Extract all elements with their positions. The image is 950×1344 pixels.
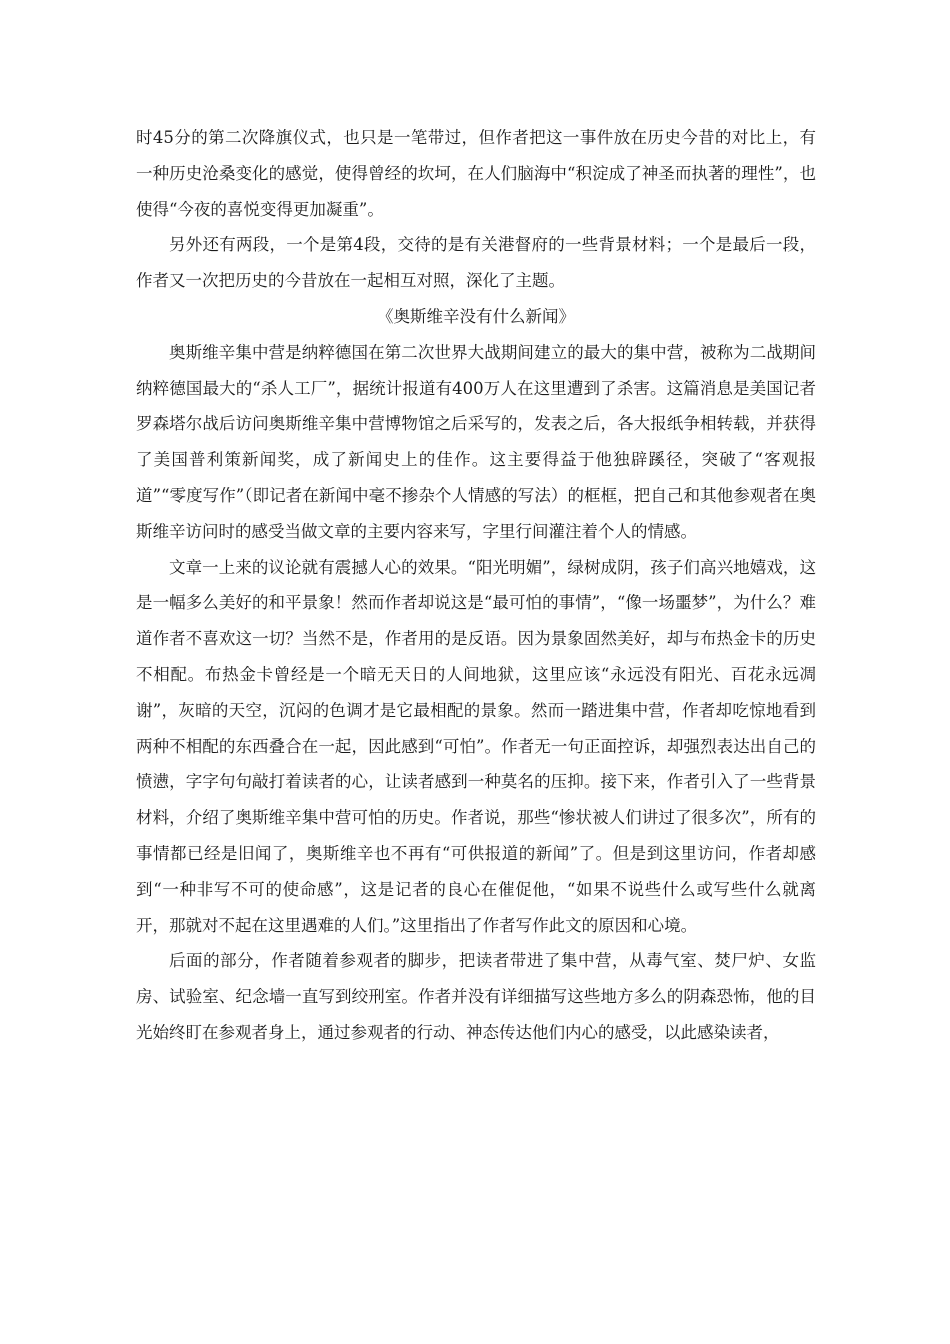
paragraph-other-two-sections: 另外还有两段，一个是第4段，交待的是有关港督府的一些背景材料；一个是最后一段，作者又一次把历史的今昔放在一起相互对照，深化了主题。	[136, 235, 816, 291]
paragraph-continued: 时45分的第二次降旗仪式，也只是一笔带过，但作者把这一事件放在历史今昔的对比上，有一种历史沧桑变化的感觉，使得曾经的坎坷，在人们脑海中“积淀成了神圣而执著的理性”，也使得“今夜的喜悦变得更加凝重”。	[136, 128, 816, 219]
paragraph-auschwitz-intro: 奥斯维辛集中营是纳粹德国在第二次世界大战期间建立的最大的集中营，被称为二战期间纳粹德国最大的“杀人工厂”，据统计报道有400万人在这里遭到了杀害。这篇消息是美国记者罗森塔尔战后访问奥斯维辛集中营博物馆之后采写的，发表之后，各大报纸争相转载，并获得了美国普利策新闻奖，成了新闻史上的佳作。这主要得益于他独辟蹊径，突破了“客观报道”“零度写作”（即记者在新闻中毫不掺杂个人情感的写法）的框框，把自己和其他参观者在奥斯维辛访问时的感受当做文章的主要内容来写，字里行间灌注着个人的情感。	[136, 342, 816, 541]
paragraph-later-part: 后面的部分，作者随着参观者的脚步，把读者带进了集中营，从毒气室、焚尸炉、女监房、试验室、纪念墙一直写到绞刑室。作者并没有详细描写这些地方多么的阴森恐怖，他的目光始终盯在参观者身上，通过参观者的行动、神态传达他们内心的感受，以此感染读者，	[136, 951, 816, 1042]
paragraph-article-opening: 文章一上来的议论就有震撼人心的效果。“阳光明媚”，绿树成阴，孩子们高兴地嬉戏，这是一幅多么美好的和平景象！然而作者却说这是“最可怕的事情”，“像一场噩梦”，为什么？难道作者不喜欢这一切？当然不是，作者用的是反语。因为景象固然美好，却与布热金卡的历史不相配。布热金卡曾经是一个暗无天日的人间地狱，这里应该“永远没有阳光、百花永远凋谢”，灰暗的天空，沉闷的色调才是它最相配的景象。然而一踏进集中营，作者却吃惊地看到两种不相配的东西叠合在一起，因此感到“可怕”。作者无一句正面控诉，却强烈表达出自己的愤懑，字字句句敲打着读者的心，让读者感到一种莫名的压抑。接下来，作者引入了一些背景材料，介绍了奥斯维辛集中营可怕的历史。作者说，那些“惨状被人们讲过了很多次”，所有的事情都已经是旧闻了，奥斯维辛也不再有“可供报道的新闻”了。但是到这里访问，作者却感到“一种非写不可的使命感”，这是记者的良心在催促他，“如果不说些什么或写些什么就离开，那就对不起在这里遇难的人们。”这里指出了作者写作此文的原因和心境。	[136, 557, 816, 935]
section-title: 《奥斯维辛没有什么新闻》	[377, 306, 575, 326]
document-page	[136, 120, 816, 1051]
